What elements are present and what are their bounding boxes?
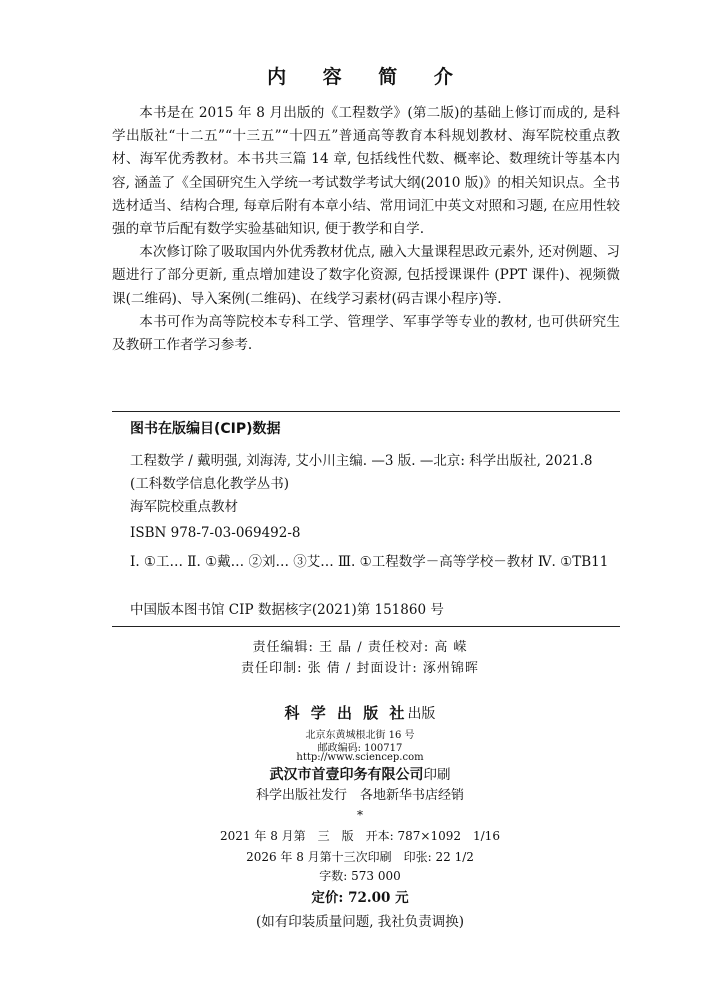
cip-isbn: ISBN 978-7-03-069492-8 bbox=[130, 525, 301, 541]
publisher-suffix: 出版 bbox=[407, 706, 436, 722]
credit-line: 责任编辑: 王 晶 / 责任校对: 高 嵘 bbox=[252, 640, 468, 655]
price: 定价: 72.00 元 bbox=[311, 890, 409, 906]
intro-paragraph: 本书是在 2015 年 8 月出版的《工程数学》(第二版)的基础上修订而成的, 是科学出版社“十二五”“十三五”“十四五”普通高等教育本科规划教材、海军院校重点教材、海军优秀教材。本书共三篇 14 章, 包括线性代数、概率论、数理统计等基本内容, 涵盖了《全国研究生入学统一考试数学考试大纲(2010 版)》的相关知识点。全书选材适当、结构合理, 每章后附有本章小结、常用词汇中英文对照和习题, 在应用性较强的章节后配有数学实验基础知识, 便于教学和自学. bbox=[112, 105, 620, 238]
publisher-postcode: 邮政编码: 100717 bbox=[317, 743, 403, 754]
intro-paragraph: 本书可作为高等院校本专科工学、管理学、军事学等专业的教材, 也可供研究生及教研工作者学习参考. bbox=[112, 313, 620, 354]
word-count: 字数: 573 000 bbox=[319, 869, 401, 883]
edition-line: 2021 年 8 月第 三 版 开本: 787×1092 1/16 bbox=[220, 829, 500, 843]
printer-line bbox=[0, 763, 720, 784]
printer-name: 武汉市首壹印务有限公司 bbox=[269, 767, 424, 783]
distribution-line: 科学出版社发行 各地新华书店经销 bbox=[255, 788, 464, 803]
cip-record: 中国版本图书馆 CIP 数据核字(2021)第 151860 号 bbox=[130, 602, 444, 618]
intro-title: 内 容 简 介 bbox=[267, 66, 468, 88]
separator-star: * bbox=[357, 808, 363, 822]
intro-body bbox=[112, 102, 620, 357]
cip-top-rule bbox=[112, 411, 620, 412]
publisher-name: 科 学 出 版 社 bbox=[284, 704, 408, 722]
cip-line: 海军院校重点教材 bbox=[130, 499, 238, 515]
cip-heading: 图书在版编目(CIP)数据 bbox=[130, 421, 281, 437]
quality-notice: (如有印装质量问题, 我社负责调换) bbox=[255, 914, 465, 930]
cip-bottom-rule bbox=[112, 626, 620, 627]
publisher-url: http://www.sciencep.com bbox=[296, 752, 424, 763]
intro-paragraph: 本次修订除了吸取国内外优秀教材优点, 融入大量课程思政元素外, 还对例题、习题进行了部分更新, 重点增加建设了数字化资源, 包括授课课件 (PPT 课件)、视频微课(二维码)、导入案例(二维码)、在线学习素材(码吉课小程序)等. bbox=[112, 244, 620, 307]
publisher-line bbox=[0, 702, 720, 723]
publisher-address: 北京东黄城根北街 16 号 bbox=[305, 730, 415, 741]
cip-classification: Ⅰ. ①工… Ⅱ. ①戴… ②刘… ③艾… Ⅲ. ①工程数学－高等学校－教材 Ⅳ. ①TB11 bbox=[130, 554, 609, 570]
printing-line: 2026 年 8 月第十三次印刷 印张: 22 1/2 bbox=[246, 850, 474, 864]
cip-line: (工科数学信息化教学丛书) bbox=[130, 476, 290, 492]
credit-line: 责任印制: 张 倩 / 封面设计: 涿州锦晖 bbox=[241, 661, 479, 676]
cip-line: 工程数学 / 戴明强, 刘海涛, 艾小川主编. —3 版. —北京: 科学出版社, 2021.8 bbox=[130, 453, 593, 469]
printer-suffix: 印刷 bbox=[423, 767, 451, 783]
